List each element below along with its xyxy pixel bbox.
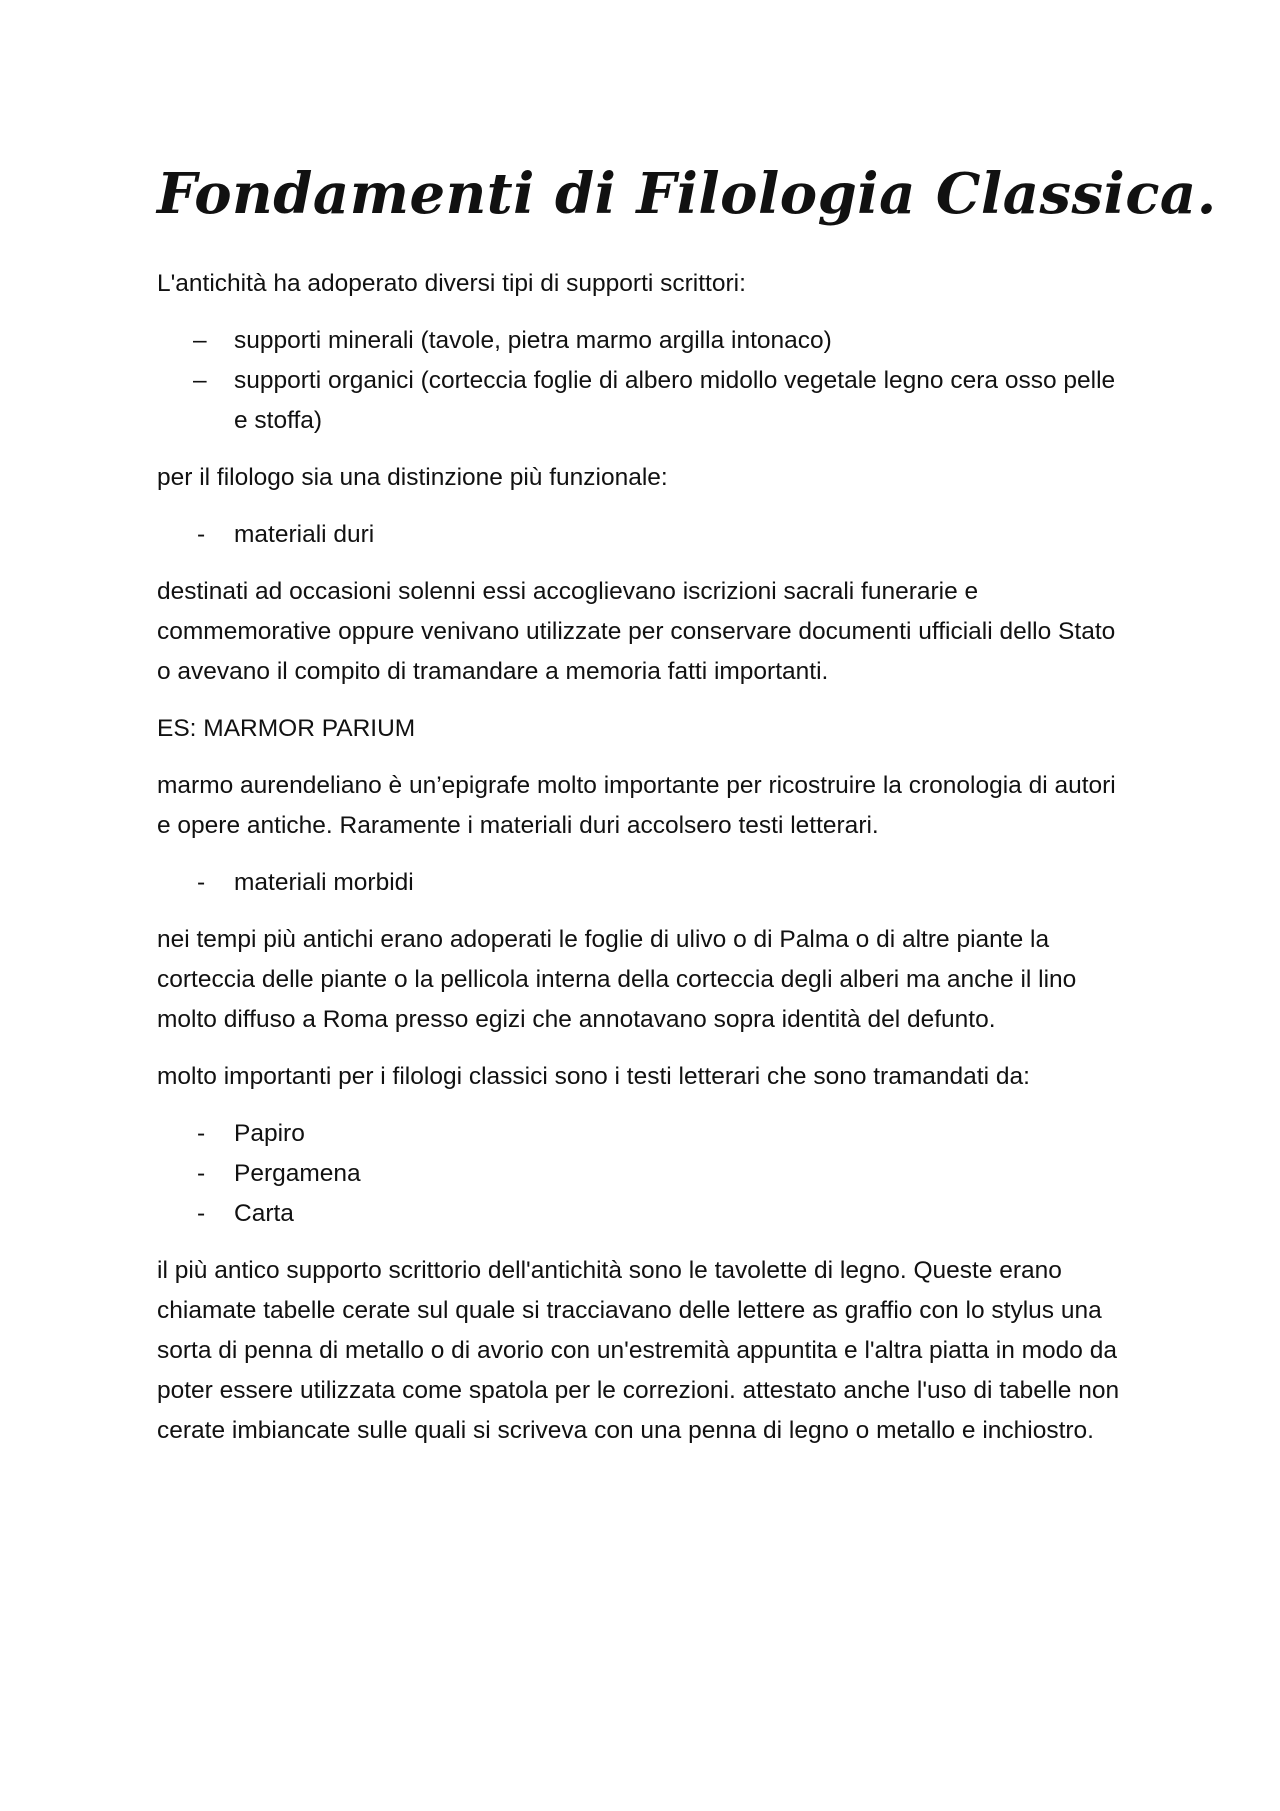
list-item xyxy=(157,515,1130,555)
list-item xyxy=(157,321,1130,361)
list-marker: - xyxy=(197,1120,206,1147)
list-item xyxy=(157,1154,1130,1194)
list-item-text: materiali morbidi xyxy=(234,869,414,896)
list-marker: - xyxy=(197,1160,206,1187)
list-item xyxy=(157,863,1130,903)
hard-materials-paragraph: destinati ad occasioni solenni essi accoglievano iscrizioni sacrali funerarie e commemorative oppure venivano utilizzate per conservare documenti ufficiali dello Stato o avevano il compito di tramandare a memoria fatti importanti. xyxy=(157,578,1116,685)
soft-materials-paragraph: nei tempi più antichi erano adoperati le foglie di ulivo o di Palma o di altre piante la corteccia delle piante o la pellicola interna della corteccia degli alberi ma anche il lino molto diffuso a Roma presso egizi che annotavano sopra identità del defunto. xyxy=(157,926,1077,1033)
list-marker: - xyxy=(197,1200,206,1227)
literary-media-list xyxy=(157,1114,1130,1234)
list-item xyxy=(157,1114,1130,1154)
intro-paragraph: L'antichità ha adoperato diversi tipi di supporti scrittori: xyxy=(157,270,746,297)
list-item-text: Papiro xyxy=(234,1120,305,1147)
list-item-text: Carta xyxy=(234,1200,294,1227)
tablets-paragraph: il più antico supporto scrittorio dell'antichità sono le tavolette di legno. Queste erano chiamate tabelle cerate sul quale si tracciavano delle lettere as graffio con lo stylus una sorta di penna di metallo o di avorio con un'estremità appuntita e l'altra piatta in modo da poter essere utilizzata come spatola per le correzioni. attestato anche l'uso di tabelle non cerate imbiancate sulle quali si scriveva con una penna di legno o metallo e inchiostro. xyxy=(157,1257,1120,1444)
list-item-text: Pergamena xyxy=(234,1160,361,1187)
soft-materials-list xyxy=(157,863,1130,903)
hard-materials-list xyxy=(157,515,1130,555)
example-paragraph: ES: MARMOR PARIUM xyxy=(157,715,416,742)
literary-intro-paragraph: molto importanti per i filologi classici sono i testi letterari che sono tramandati da: xyxy=(157,1063,1030,1090)
list-item xyxy=(157,361,1130,441)
list-item-text: supporti minerali (tavole, pietra marmo argilla intonaco) xyxy=(234,327,832,354)
supports-list xyxy=(157,321,1130,441)
list-marker: – xyxy=(193,367,207,394)
list-marker: - xyxy=(197,869,206,896)
list-marker: - xyxy=(197,521,206,548)
distinction-paragraph: per il filologo sia una distinzione più funzionale: xyxy=(157,464,668,491)
list-item-text: materiali duri xyxy=(234,521,375,548)
list-item-text: supporti organici (corteccia foglie di albero midollo vegetale legno cera osso pelle e stoffa) xyxy=(234,367,1116,434)
document-title: Fondamenti di Filologia Classica. xyxy=(157,161,1217,227)
marble-paragraph: marmo aurendeliano è un’epigrafe molto importante per ricostruire la cronologia di autori e opere antiche. Raramente i materiali duri accolsero testi letterari. xyxy=(157,772,1116,839)
list-item xyxy=(157,1194,1130,1234)
list-marker: – xyxy=(193,327,207,354)
